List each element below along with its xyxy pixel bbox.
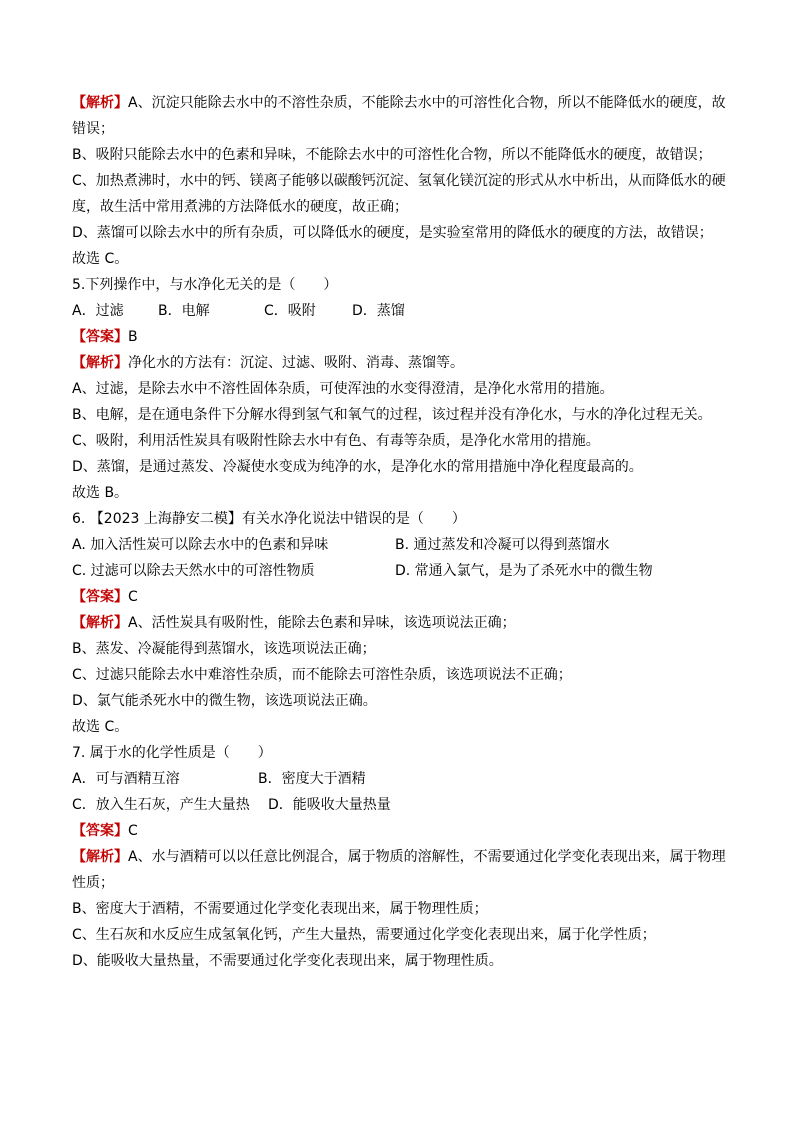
q6-option-b: B. 通过蒸发和冷凝可以得到蒸馏水 (395, 537, 610, 553)
q6-stem: 6. 【2023 上海静安二模】有关水净化说法中错误的是（ ） (72, 511, 466, 527)
q7-options-row-2 (72, 792, 727, 818)
q6-options (72, 532, 727, 584)
q6-conclusion: 故选 C。 (72, 719, 129, 735)
answer-tag: 【答案】 (72, 589, 128, 605)
q5-analysis-a: A、过滤，是除去水中不溶性固体杂质，可使浑浊的水变得澄清，是净化水常用的措施。 (72, 381, 614, 397)
q4-analysis-a-text: A、沉淀只能除去水中的不溶性杂质，不能除去水中的可溶性化合物，所以不能降低水的硬度，故错误； (72, 95, 726, 137)
q7-analysis-b: B、密度大于酒精，不需要通过化学变化表现出来，属于物理性质； (72, 901, 488, 917)
q7-options-row-1 (72, 766, 727, 792)
q6-option-a: A. 加入活性炭可以除去水中的色素和异味 (72, 537, 329, 553)
q5-analysis-b: B、电解，是在通电条件下分解水得到氢气和氧气的过程，该过程并没有净化水，与水的净化过程无关。 (72, 407, 712, 423)
q7-option-d: D．能吸收大量热量 (268, 797, 391, 813)
q7-analysis-a (72, 844, 727, 896)
q5-option-d: D．蒸馏 (352, 303, 405, 319)
q5-option-a: A．过滤 (72, 303, 124, 319)
q7-answer (72, 818, 727, 844)
q5-analysis-intro-text: 净化水的方法有：沉淀、过滤、吸附、消毒、蒸馏等。 (128, 355, 464, 371)
q4-analysis-b: B、吸附只能除去水中的色素和异味，不能除去水中的可溶性化合物，所以不能降低水的硬度，故错误； (72, 147, 712, 163)
analysis-tag: 【解析】 (72, 849, 128, 865)
q7-option-c: C．放入生石灰，产生大量热 (72, 797, 250, 813)
q6-analysis-b: B、蒸发、冷凝能得到蒸馏水，该选项说法正确； (72, 641, 376, 657)
q6-analysis-a-text: A、活性炭具有吸附性，能除去色素和异味，该选项说法正确； (128, 615, 516, 631)
q7-analysis-a-text: A、水与酒精可以以任意比例混合，属于物质的溶解性，不需要通过化学变化表现出来，属于物理性质； (72, 849, 726, 891)
document-page (72, 90, 727, 974)
q6-analysis-d: D、氯气能杀死水中的微生物，该选项说法正确。 (72, 693, 377, 709)
analysis-tag: 【解析】 (72, 95, 128, 111)
q6-answer-value: C (128, 589, 138, 605)
q6-analysis-c: C、过滤只能除去水中难溶性杂质，而不能除去可溶性杂质，该选项说法不正确； (72, 667, 572, 683)
q7-analysis-c: C、生石灰和水反应生成氢氧化钙，产生大量热，需要通过化学变化表现出来，属于化学性质； (72, 927, 656, 943)
analysis-tag: 【解析】 (72, 615, 128, 631)
q5-stem: 5.下列操作中，与水净化无关的是（ ） (72, 277, 338, 293)
q4-analysis-a (72, 90, 727, 142)
answer-tag: 【答案】 (72, 823, 128, 839)
q6-answer (72, 584, 727, 610)
q6-option-d: D. 常通入氯气，是为了杀死水中的微生物 (395, 563, 653, 579)
q5-option-c: C．吸附 (264, 303, 316, 319)
q6-option-c: C. 过滤可以除去天然水中的可溶性物质 (72, 563, 315, 579)
q7-option-a: A．可与酒精互溶 (72, 771, 180, 787)
q7-option-b: B．密度大于酒精 (258, 771, 366, 787)
q5-conclusion: 故选 B。 (72, 485, 129, 501)
q6-analysis-a (72, 610, 727, 636)
q5-answer (72, 324, 727, 350)
q5-option-b: B．电解 (158, 303, 210, 319)
q4-analysis-d: D、蒸馏可以除去水中的所有杂质，可以降低水的硬度，是实验室常用的降低水的硬度的方法，故错误； (72, 225, 713, 241)
q5-analysis-c: C、吸附，利用活性炭具有吸附性除去水中有色、有毒等杂质，是净化水常用的措施。 (72, 433, 600, 449)
q4-analysis-c: C、加热煮沸时，水中的钙、镁离子能够以碳酸钙沉淀、氢氧化镁沉淀的形式从水中析出，从而降低水的硬度，故生活中常用煮沸的方法降低水的硬度，故正确； (72, 173, 726, 215)
q7-stem: 7. 属于水的化学性质是（ ） (72, 745, 272, 761)
analysis-tag: 【解析】 (72, 355, 128, 371)
q7-answer-value: C (128, 823, 138, 839)
q5-analysis-d: D、蒸馏，是通过蒸发、冷凝使水变成为纯净的水，是净化水的常用措施中净化程度最高的。 (72, 459, 643, 475)
answer-tag: 【答案】 (72, 329, 128, 345)
q7-analysis-d: D、能吸收大量热量，不需要通过化学变化表现出来，属于物理性质。 (72, 953, 503, 969)
q5-answer-value: B (128, 329, 138, 345)
q4-conclusion: 故选 C。 (72, 251, 129, 267)
q5-options (72, 298, 727, 324)
q5-analysis-intro (72, 350, 727, 376)
